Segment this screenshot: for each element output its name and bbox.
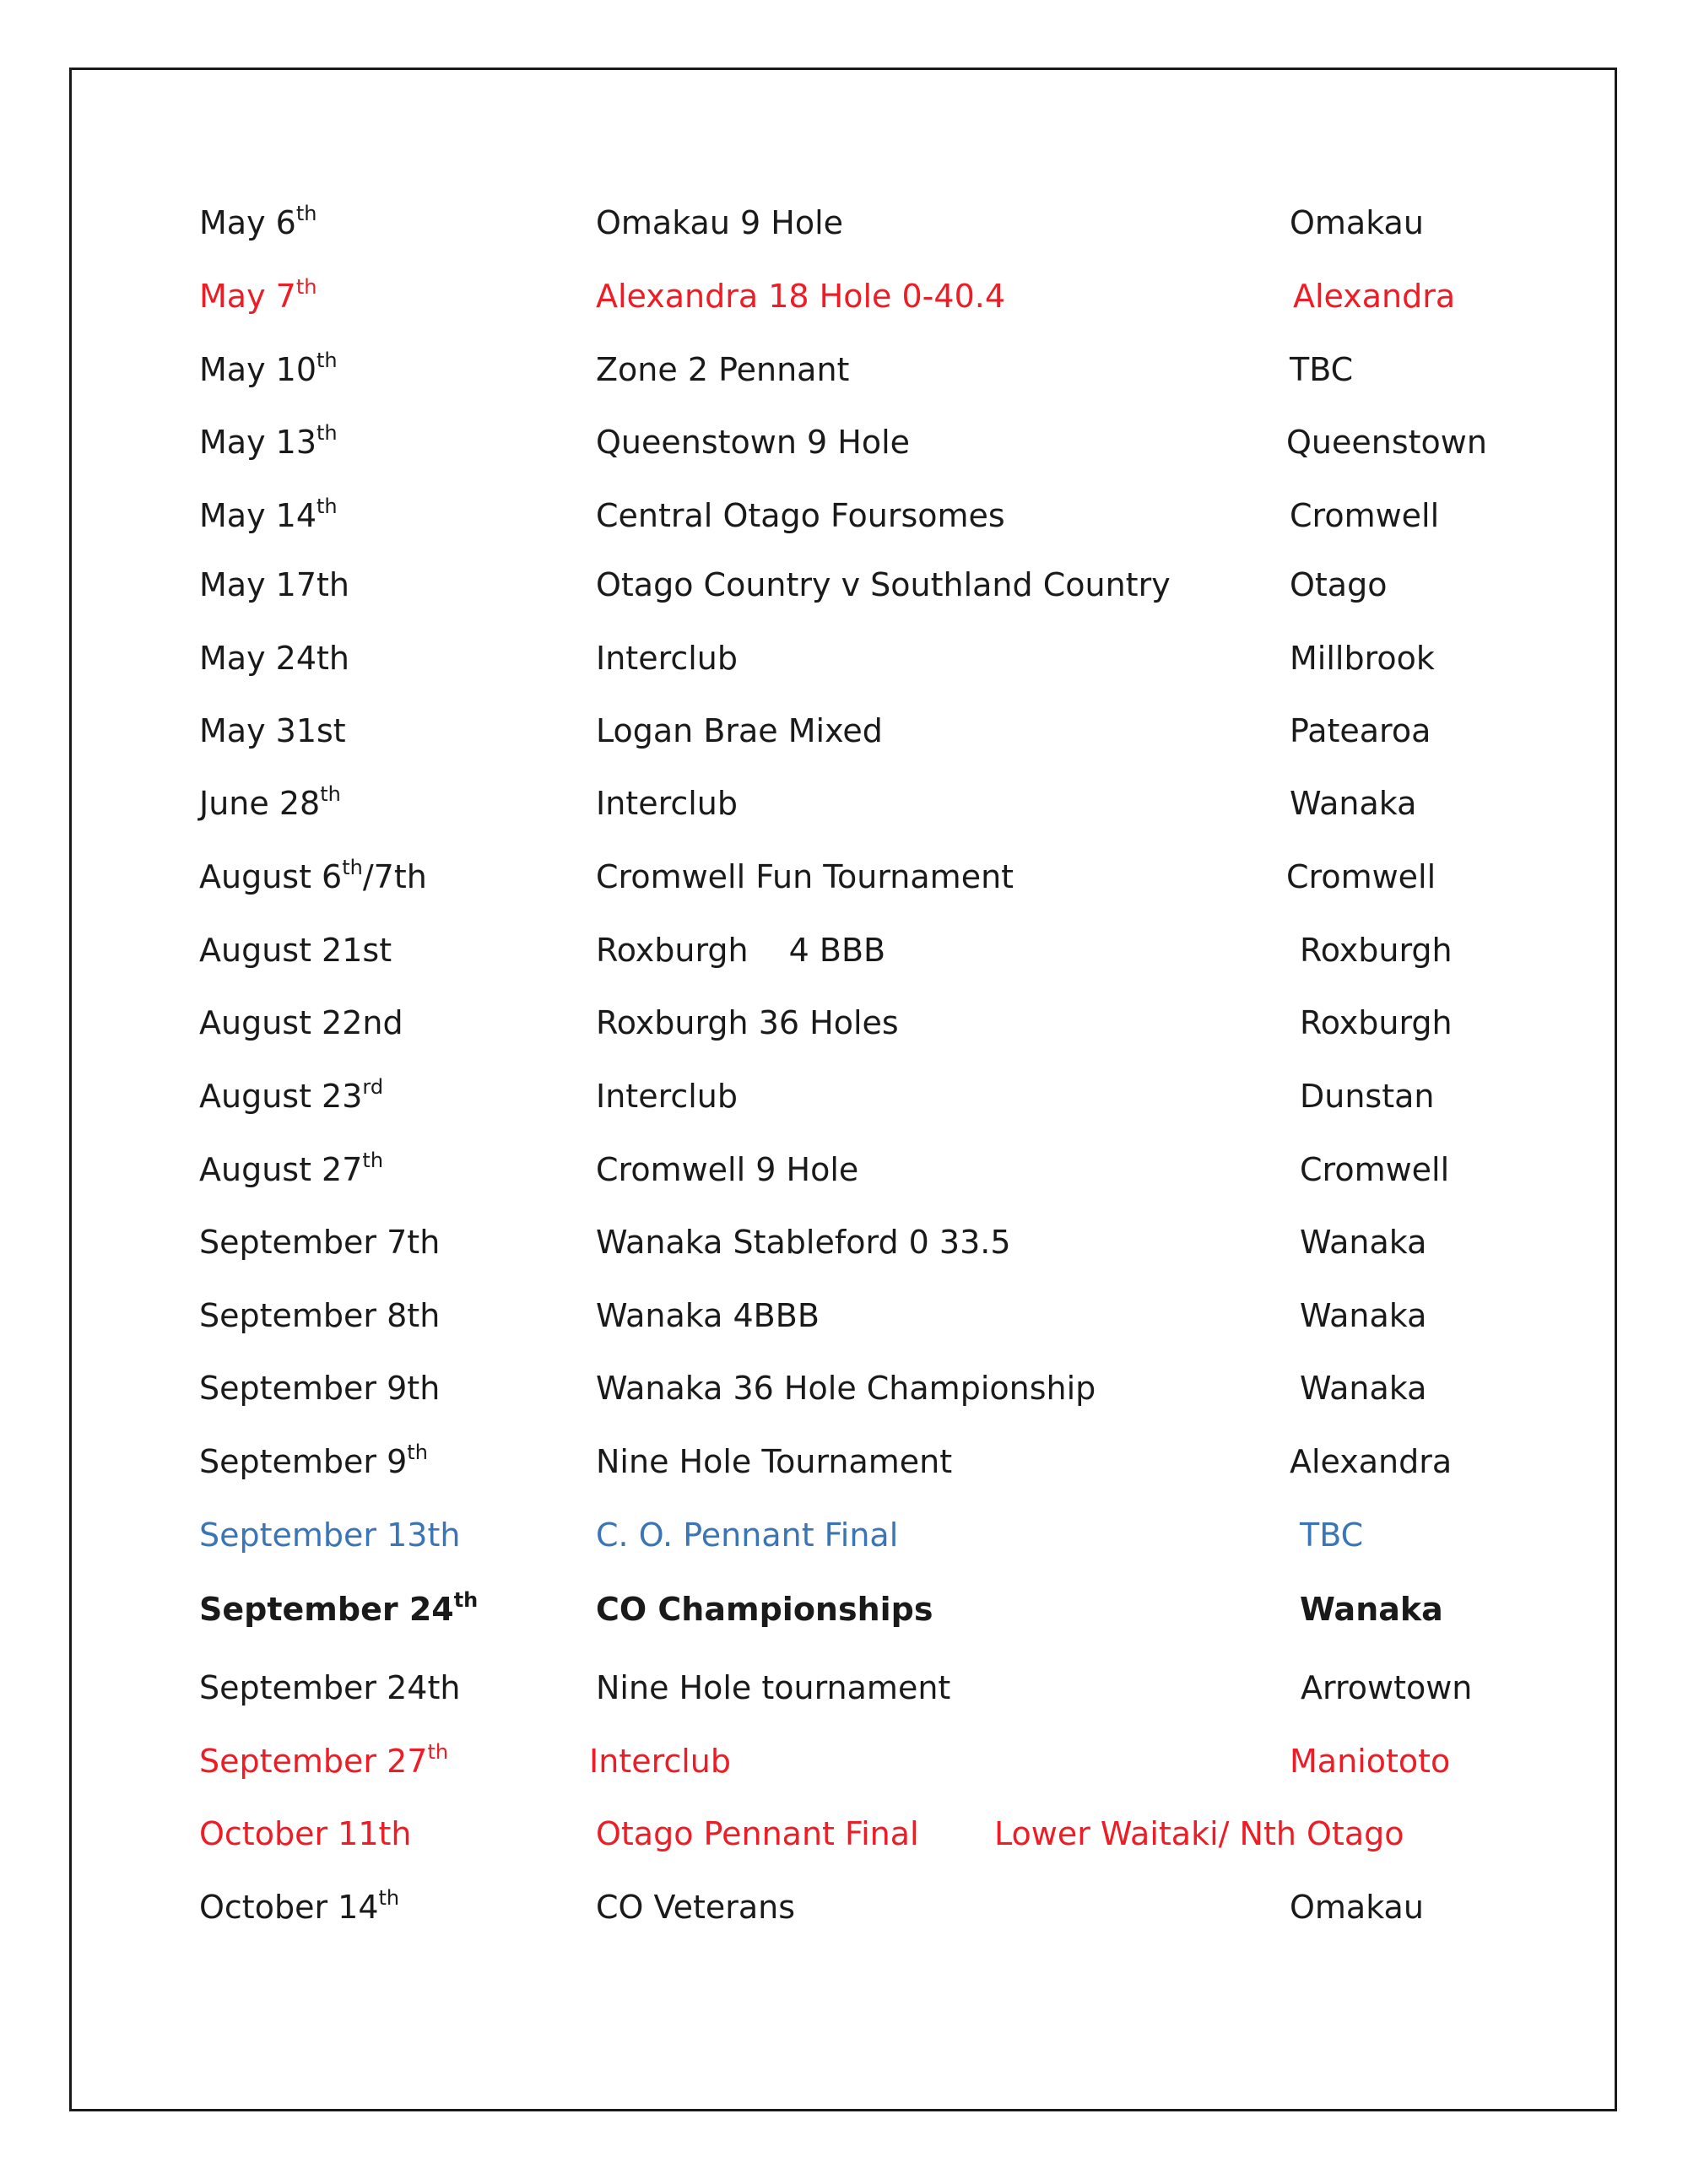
event-venue: Queenstown [1286,424,1487,461]
event-venue: Roxburgh [1300,1004,1453,1041]
event-venue: Lower Waitaki/ Nth Otago [994,1815,1404,1852]
event-venue: Cromwell [1300,1151,1450,1188]
event-name: Interclub [596,640,738,677]
event-date: August 21st [199,932,392,969]
event-date: September 24th [199,1669,461,1706]
event-date: October 11th [199,1815,412,1852]
event-name: Wanaka 4BBB [596,1297,820,1334]
schedule-row [0,344,1688,395]
event-venue: TBC [1290,351,1354,388]
event-venue: Otago [1290,566,1388,603]
event-venue: Arrowtown [1301,1669,1473,1706]
event-date: May 31st [199,712,346,749]
event-name: Cromwell Fun Tournament [596,858,1014,895]
schedule-row [0,925,1688,976]
event-name: CO Championships [596,1591,933,1628]
event-venue: Wanaka [1300,1591,1443,1628]
event-name: Roxburgh 36 Holes [596,1004,899,1041]
event-date: September 13th [199,1516,461,1554]
event-venue: Wanaka [1300,1370,1427,1407]
event-date: May 24th [199,640,349,677]
event-date: May 7th [199,275,317,315]
event-name: C. O. Pennant Final [596,1516,899,1554]
event-name: Logan Brae Mixed [596,712,883,749]
schedule-row [0,778,1688,829]
event-date: August 6th/7th [199,856,427,895]
event-date: August 27th [199,1149,384,1188]
schedule-row [0,1071,1688,1122]
event-venue: Omakau [1290,1889,1424,1926]
event-date: May 17th [199,566,349,603]
event-name: Wanaka 36 Hole Championship [596,1370,1096,1407]
event-name: Wanaka Stableford 0 33.5 [596,1224,1011,1261]
event-name: Queenstown 9 Hole [596,424,911,461]
event-name: Interclub [596,1078,738,1115]
event-name: Nine Hole tournament [596,1669,951,1706]
schedule-row [0,1736,1688,1787]
schedule-row [0,633,1688,684]
event-venue: Wanaka [1300,1297,1427,1334]
event-venue: Cromwell [1286,858,1436,895]
event-date: September 7th [199,1224,441,1261]
schedule-row [0,1290,1688,1341]
event-date: May 6th [199,202,317,241]
event-name: Roxburgh 4 BBB [596,932,886,969]
event-name: CO Veterans [596,1889,796,1926]
schedule-row [0,417,1688,468]
schedule-row [0,1363,1688,1414]
event-venue: Roxburgh [1300,932,1453,969]
schedule-row [0,1144,1688,1195]
event-name: Cromwell 9 Hole [596,1151,859,1188]
schedule-row [0,1217,1688,1268]
event-date: September 27th [199,1740,449,1780]
event-name: Alexandra 18 Hole 0-40.4 [596,278,1006,315]
event-date: October 14th [199,1886,400,1926]
event-venue: Omakau [1290,204,1424,241]
event-venue: Alexandra [1293,278,1456,315]
event-date: June 28th [199,782,341,822]
event-name: Central Otago Foursomes [596,497,1005,534]
event-name: Otago Country v Southland Country [596,566,1171,603]
event-date: September 9th [199,1370,441,1407]
event-venue: Maniototo [1290,1743,1451,1780]
event-name: Interclub [596,785,738,822]
event-date: May 14th [199,495,338,534]
event-name: Interclub [589,1743,732,1780]
event-name: Omakau 9 Hole [596,204,844,241]
schedule-row [0,705,1688,756]
event-date: May 13th [199,421,338,461]
event-date: September 9th [199,1441,428,1480]
schedule-row [0,851,1688,902]
schedule-row [0,1436,1688,1487]
schedule-row [0,997,1688,1048]
schedule-row [0,1584,1688,1635]
event-venue: Wanaka [1300,1224,1427,1261]
event-date: September 8th [199,1297,441,1334]
event-name: Otago Pennant Final [596,1815,919,1852]
schedule-row [0,1510,1688,1560]
event-venue: Alexandra [1290,1443,1453,1480]
schedule-row [0,560,1688,610]
event-venue: Dunstan [1300,1078,1435,1115]
schedule-row [0,271,1688,322]
schedule-row [0,1808,1688,1859]
event-date: May 10th [199,349,338,388]
schedule-row [0,1662,1688,1713]
event-venue: Wanaka [1290,785,1417,822]
event-name: Nine Hole Tournament [596,1443,953,1480]
event-venue: Cromwell [1290,497,1440,534]
event-date: August 22nd [199,1004,403,1041]
event-date: August 23rd [199,1075,384,1115]
schedule-row [0,490,1688,541]
event-venue: Patearoa [1290,712,1431,749]
event-name: Zone 2 Pennant [596,351,850,388]
event-venue: Millbrook [1290,640,1435,677]
event-date: September 24th [199,1588,479,1628]
schedule-row [0,197,1688,248]
schedule-row [0,1882,1688,1933]
event-venue: TBC [1300,1516,1364,1554]
